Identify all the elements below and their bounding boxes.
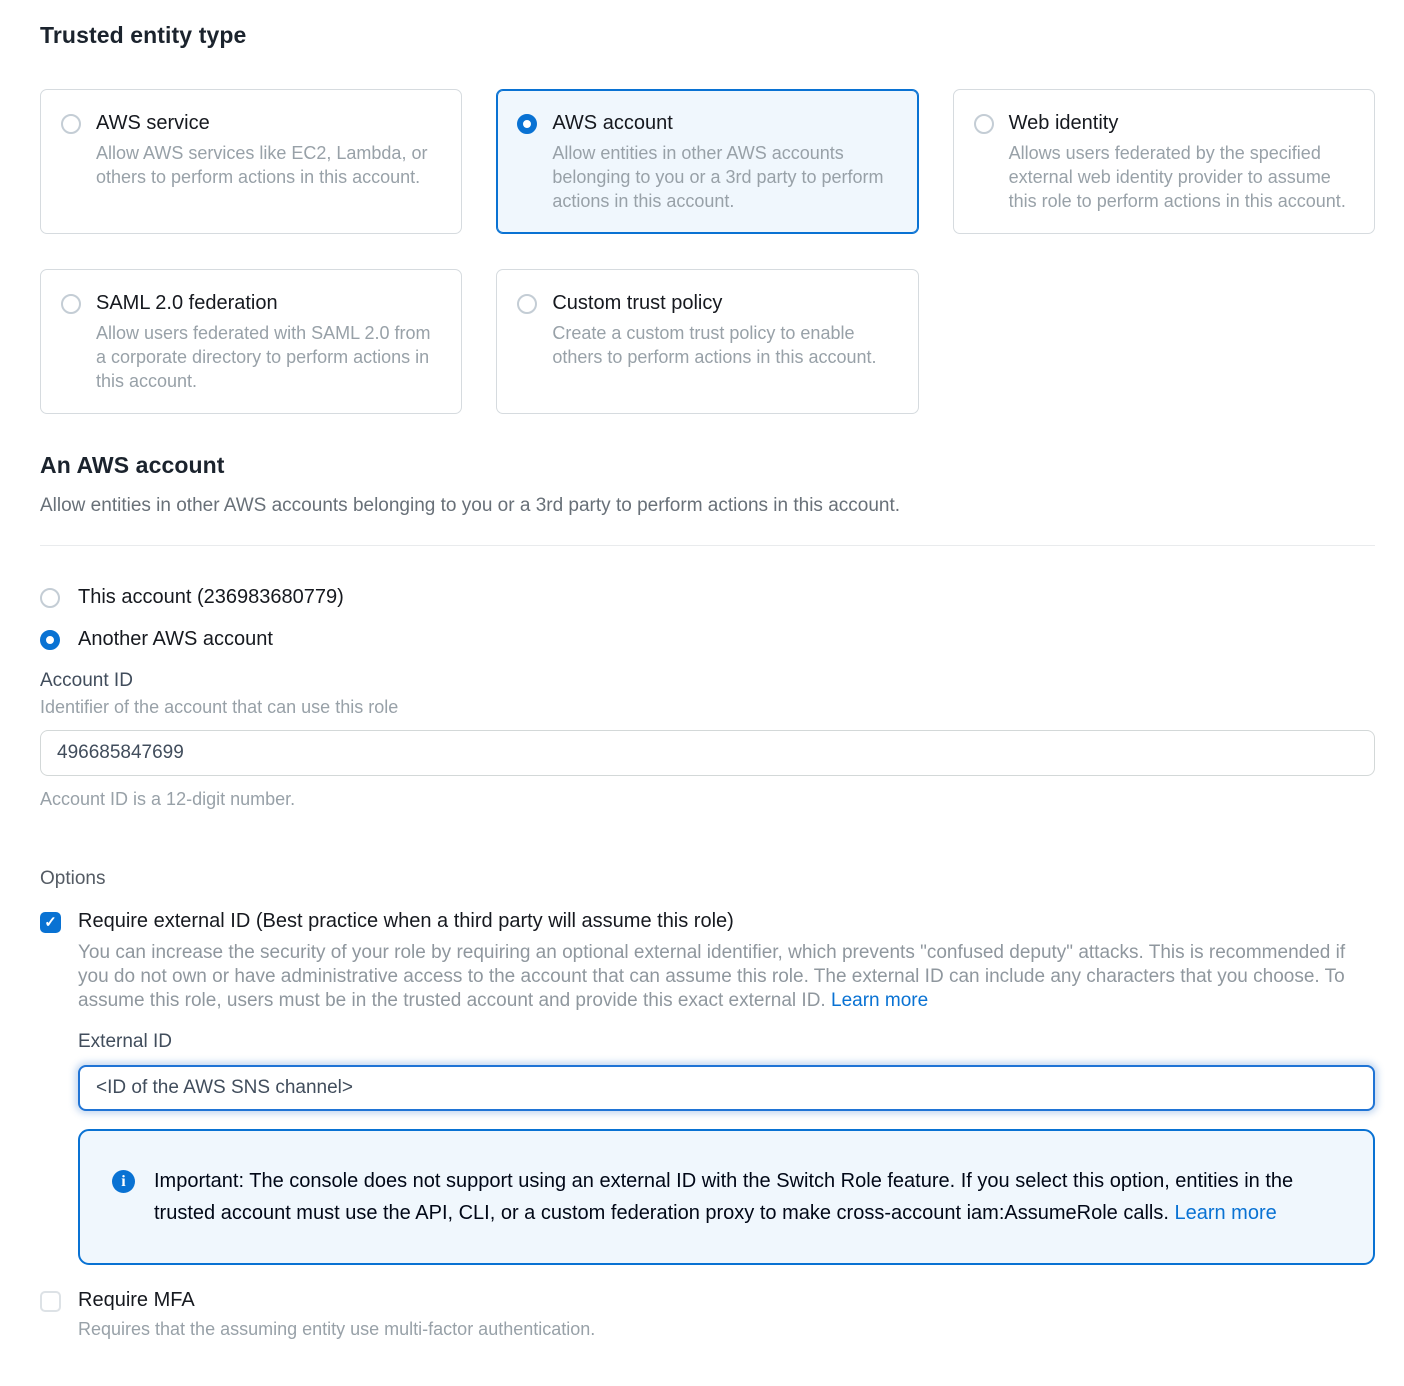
radio-unselected-icon[interactable]: [61, 114, 81, 134]
radio-unselected-icon[interactable]: [517, 294, 537, 314]
options-label: Options: [40, 868, 106, 889]
divider: [40, 545, 1375, 546]
require-external-id-checkbox-row[interactable]: [40, 910, 1375, 933]
tile-description: Allow users federated with SAML 2.0 from a corporate directory to perform actions in this account.: [96, 323, 431, 391]
tile-title: Web identity: [1008, 112, 1119, 134]
tile-description: Allow entities in other AWS accounts belonging to you or a 3rd party to perform actions in this account.: [552, 143, 884, 211]
tile-aws-account[interactable]: [496, 89, 918, 234]
radio-this-account[interactable]: [40, 586, 1375, 609]
radio-this-account-label: This account (236983680779): [78, 586, 344, 608]
external-id-label: External ID: [78, 1031, 172, 1052]
require-mfa-help: Requires that the assuming entity use multi-factor authentication.: [78, 1319, 596, 1339]
external-id-info-alert: [78, 1129, 1375, 1265]
radio-another-account-label: Another AWS account: [78, 628, 273, 650]
info-icon: i: [112, 1170, 135, 1193]
radio-selected-icon[interactable]: [517, 114, 537, 134]
tile-title: SAML 2.0 federation: [96, 292, 278, 314]
radio-unselected-icon[interactable]: [61, 294, 81, 314]
account-id-help: Identifier of the account that can use this role: [40, 697, 399, 717]
radio-unselected-icon[interactable]: [974, 114, 994, 134]
trusted-entity-tiles: [40, 89, 1375, 414]
section-title-an-aws-account: An AWS account: [40, 452, 225, 478]
external-id-input[interactable]: [78, 1065, 1375, 1111]
alert-text: Important: The console does not support using an external ID with the Switch Role feature. If you select this option, entities in the trusted account must use the API, CLI, or a custom federation proxy to make cross-account iam:AssumeRole calls. Learn more: [154, 1170, 1294, 1224]
account-id-input[interactable]: [40, 730, 1375, 776]
require-mfa-label: Require MFA: [78, 1289, 195, 1311]
tile-description: Create a custom trust policy to enable others to perform actions in this account.: [552, 323, 877, 367]
alert-learn-more-link[interactable]: Learn more: [1174, 1202, 1277, 1224]
radio-selected-icon[interactable]: [40, 630, 60, 650]
learn-more-link[interactable]: Learn more: [831, 990, 929, 1011]
tile-description: Allow AWS services like EC2, Lambda, or others to perform actions in this account.: [96, 143, 428, 187]
tile-saml-federation[interactable]: [40, 269, 462, 414]
account-id-hint: Account ID is a 12-digit number.: [40, 789, 296, 809]
page-title: Trusted entity type: [40, 22, 247, 48]
tile-title: Custom trust policy: [552, 292, 723, 314]
radio-another-aws-account[interactable]: [40, 628, 1375, 651]
radio-unselected-icon[interactable]: [40, 588, 60, 608]
tile-title: AWS account: [552, 112, 673, 134]
tile-title: AWS service: [96, 112, 210, 134]
account-id-label: Account ID: [40, 670, 133, 691]
require-mfa-block: [40, 1289, 1375, 1340]
require-mfa-checkbox-row[interactable]: [40, 1289, 1375, 1312]
tile-description: Allows users federated by the specified external web identity provider to assume this role to perform actions in this account.: [1008, 143, 1346, 211]
tile-aws-service[interactable]: [40, 89, 462, 234]
tile-custom-trust-policy[interactable]: [496, 269, 918, 414]
require-external-id-label: Require external ID (Best practice when a third party will assume this role): [78, 910, 734, 932]
checkbox-checked-icon[interactable]: ✓: [40, 912, 61, 933]
section-description: Allow entities in other AWS accounts belonging to you or a 3rd party to perform actions in this account.: [40, 495, 901, 516]
checkbox-unchecked-icon[interactable]: [40, 1291, 61, 1312]
external-id-paragraph: You can increase the security of your role by requiring an optional external identifier, which prevents "confused deputy" attacks. This is recommended if you do not own or have administrative access to the account that can assume this role. The external ID can include any characters that you choose. To assume this role, users must be in the trusted account and provide this exact external ID. Learn more: [78, 942, 1346, 1011]
tile-web-identity[interactable]: [953, 89, 1375, 234]
